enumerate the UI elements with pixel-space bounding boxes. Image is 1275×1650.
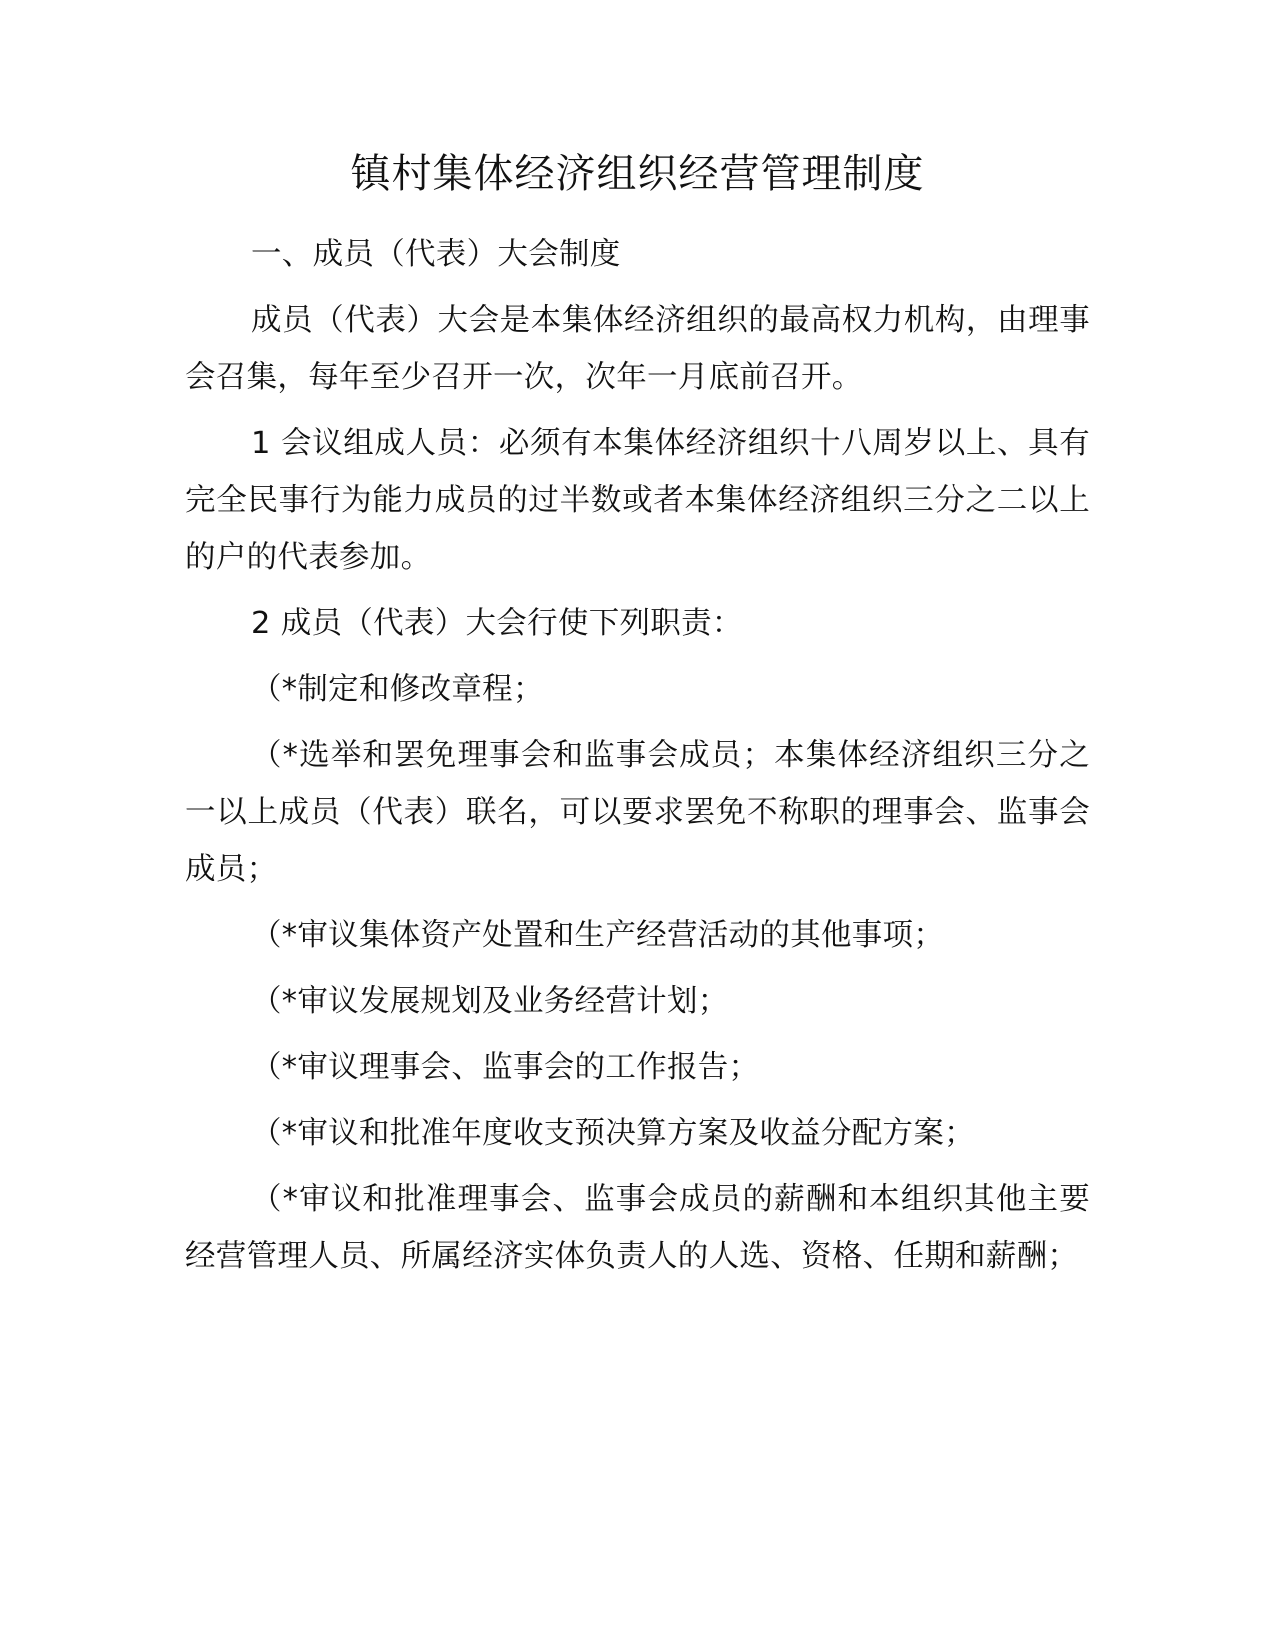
list-item: （*审议集体资产处置和生产经营活动的其他事项； bbox=[251, 918, 945, 953]
document-body bbox=[185, 226, 1090, 1294]
section-heading: 一、成员（代表）大会制度 bbox=[251, 237, 621, 272]
list-item: （*审议和批准理事会、监事会成员的薪酬和本组织其他主要经营管理人员、所属经济实体负责人的人选、资格、任期和薪酬； bbox=[185, 1182, 1090, 1274]
paragraph: 成员（代表）大会是本集体经济组织的最高权力机构，由理事会召集，每年至少召开一次，次年一月底前召开。 bbox=[185, 303, 1090, 395]
list-item: （*制定和修改章程； bbox=[251, 672, 544, 707]
list-item: （*选举和罢免理事会和监事会成员；本集体经济组织三分之一以上成员（代表）联名，可以要求罢免不称职的理事会、监事会成员； bbox=[185, 738, 1090, 887]
list-item: （*审议发展规划及业务经营计划； bbox=[251, 984, 729, 1019]
paragraph: 2 成员（代表）大会行使下列职责： bbox=[251, 606, 743, 641]
document-title: 镇村集体经济组织经营管理制度 bbox=[350, 151, 925, 197]
list-item: （*审议理事会、监事会的工作报告； bbox=[251, 1050, 760, 1085]
paragraph: 1 会议组成人员：必须有本集体经济组织十八周岁以上、具有完全民事行为能力成员的过半数或者本集体经济组织三分之二以上的户的代表参加。 bbox=[185, 426, 1090, 575]
list-item: （*审议和批准年度收支预决算方案及收益分配方案； bbox=[251, 1116, 975, 1151]
